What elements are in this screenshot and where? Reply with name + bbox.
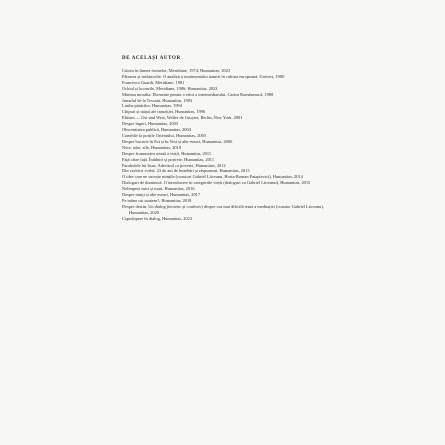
bibliography-entry: Despre îngeri, Humanitas, 2003 xyxy=(122,121,178,127)
bibliography-entry: Francesco Guardi, Meridiane, 1981 xyxy=(122,79,185,85)
bibliography-entry: Despre minți și alte eseuri, Humanitas, 2017 xyxy=(122,192,201,198)
bibliography-entry: Obscenitatea publică, Humanitas, 2004 xyxy=(122,127,191,133)
bibliography-entry: Din vorbă-n vorbă. 23 de ani de întrebări și răspunsuri, Humanitas, 2013 xyxy=(122,168,250,174)
bibliography-entry: Despre frumusețea uitată a vieții, Humanitas, 2011 xyxy=(122,150,212,156)
bibliography-entry: Parabolele lui Iisus. Adevărul ca poveste, Humanitas, 2012 xyxy=(122,162,226,168)
bibliography-list xyxy=(122,68,342,222)
bibliography-entry: Față către față. Întâlniri și portrete, Humanitas, 2011 xyxy=(122,156,215,162)
bibliography-entry: Chipuri și măști ale tranziției, Humanitas, 1996 xyxy=(122,109,206,115)
bibliography-entry: O idee care ne sucește mințile (coautori Gabriel Liiceanu, Horia-Roman Patapievici), Humanitas, 2014 xyxy=(122,174,303,180)
section-heading: DE ACELAȘI AUTOR xyxy=(122,56,181,61)
bibliography-entry: Nelimpezi mici și mari, Humanitas, 2016 xyxy=(122,186,195,192)
bibliography-entry: Comédie la porțile Orientului, Humanitas, 2005 xyxy=(122,132,207,138)
bibliography-entry: Limba păsărilor, Humanitas, 1994 xyxy=(122,103,182,109)
bibliography-entry: Minima moralia. Elemente pentru o etică a intermediarului, Cartea Românească, 1988 xyxy=(122,91,274,97)
bibliography-entry: Pătrarea și melancolie. O analiză a sentimentului naturii în cultura europeană, Univers, 1980 xyxy=(122,73,285,79)
bibliography-entry: Note, stări, zile, Humanitas, 2010 xyxy=(122,144,182,150)
bibliography-entry: Capodopere în dialog, Humanitas, 2023 xyxy=(122,215,192,221)
bibliography-entry: Citirea în lumea formelor, Meridiane, 1974; Humanitas, 2023 xyxy=(122,68,231,73)
bibliography-entry: Dialoguri de duminică. O introducere în categoriile vieții (dialoguri cu Gabriel Liiceanu), Humanitas, 2015 xyxy=(122,180,311,186)
bibliography-entry: Despre destin. Un dialog (teoretic și confesiv) despre cea mai dificilă temă a meditației (coautor Gabriel Liiceanu), Humanitas, 2020 xyxy=(122,203,324,215)
bibliography-entry: Pe mâna cui suntem?, Humanitas, 2018 xyxy=(122,197,192,203)
bibliography-entry: Elitism — Ost und West, Walter de Gruyter, Berlin–New York, 2001 xyxy=(122,115,243,121)
bibliography-section xyxy=(122,56,342,222)
bibliography-entry: Ochiul și lucrurile, Meridiane, 1986; Humanitas, 2023 xyxy=(122,85,218,91)
bibliography-entry: Despre bucurie în Est și în Vest și alte eseuri, Humanitas, 2006 xyxy=(122,138,233,144)
bibliography-entry: Jurnalul de la Tescani, Humanitas, 1993 xyxy=(122,97,193,103)
